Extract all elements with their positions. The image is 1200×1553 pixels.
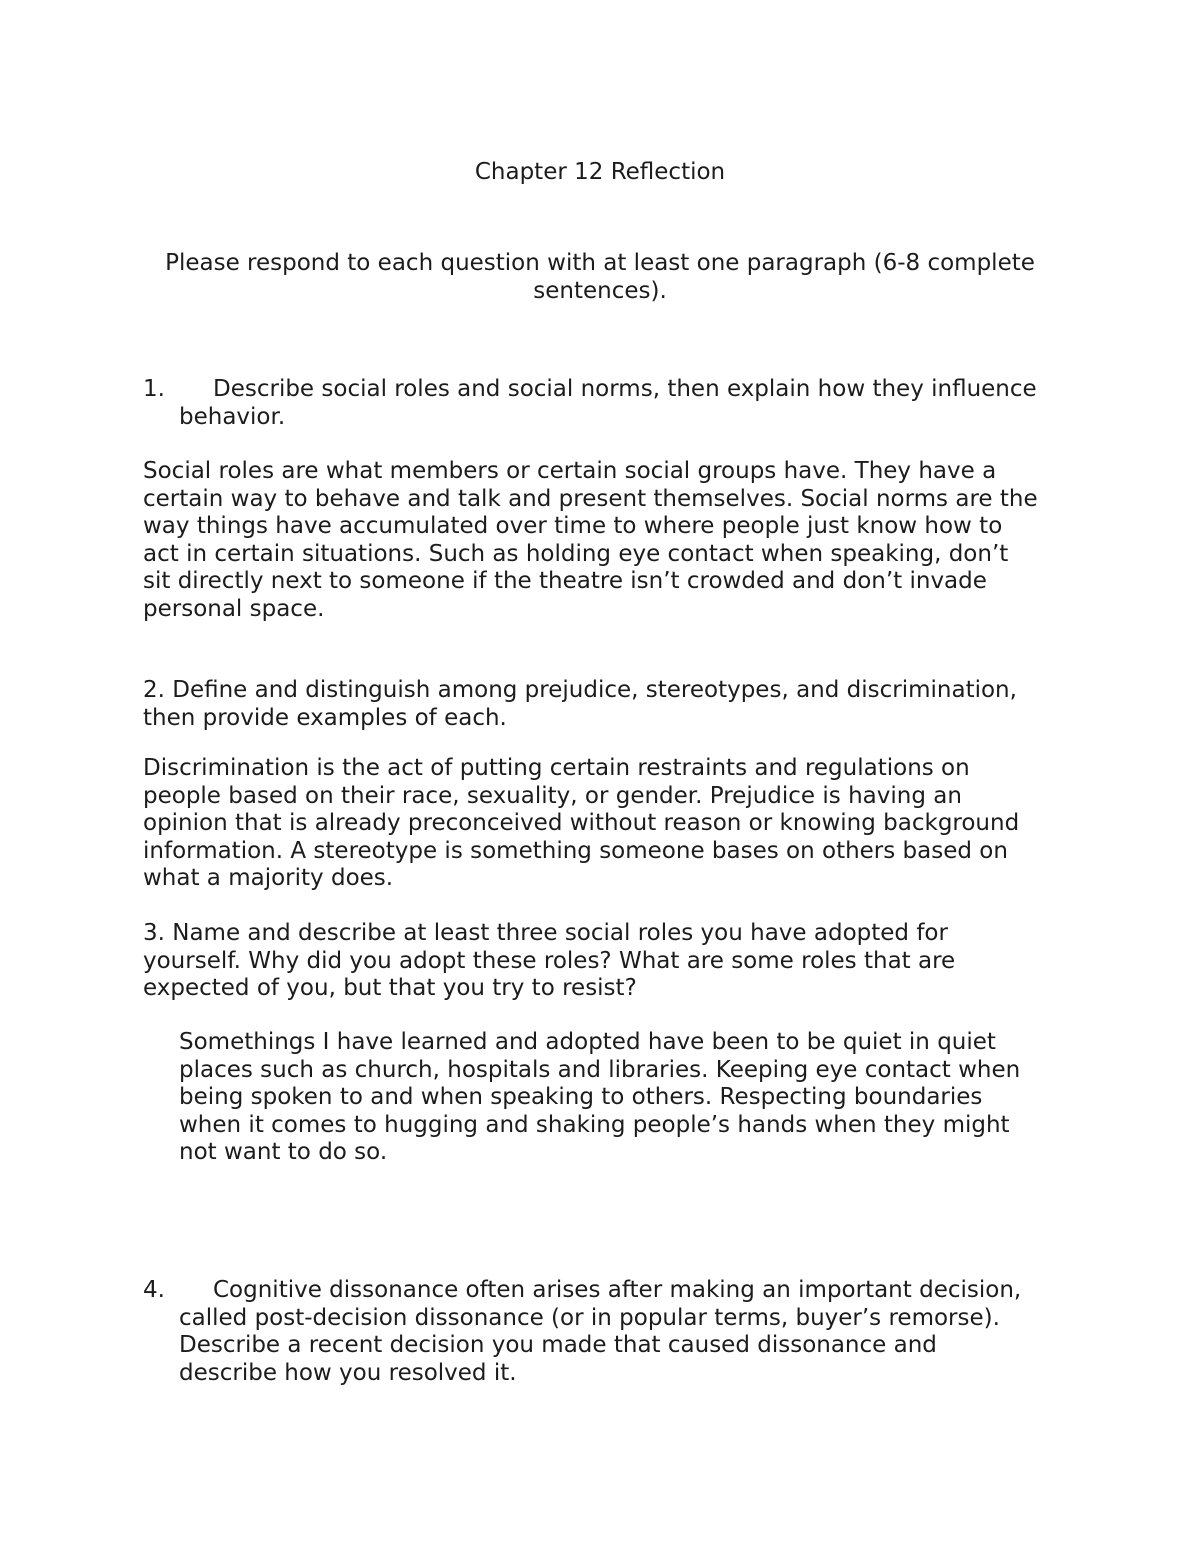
answer-line: sit directly next to someone if the theatre isn’t crowded and don’t invade bbox=[143, 568, 987, 594]
question-line bbox=[143, 1277, 1021, 1305]
question-1 bbox=[143, 376, 1037, 431]
question-line: expected of you, but that you try to resist? bbox=[143, 975, 637, 1001]
answer-line: way things have accumulated over time to where people just know how to bbox=[143, 513, 1003, 539]
answer-line: information. A stereotype is something someone bases on others based on bbox=[143, 837, 1008, 864]
answer-line: Social roles are what members or certain social groups have. They have a bbox=[143, 458, 997, 484]
question-2 bbox=[143, 677, 1017, 732]
document-title: Chapter 12 Reflection bbox=[474, 159, 726, 185]
question-line: then provide examples of each. bbox=[143, 704, 507, 731]
question-line: Describe a recent decision you made that caused dissonance and bbox=[179, 1332, 937, 1358]
answer-line: when it comes to hugging and shaking people’s hands when they might bbox=[179, 1111, 1010, 1138]
question-text: Describe social roles and social norms, then explain how they influence bbox=[213, 376, 1037, 402]
question-3 bbox=[143, 920, 955, 1003]
question-line: behavior. bbox=[179, 403, 286, 430]
instructions-line: sentences). bbox=[533, 278, 667, 304]
question-line: 2. Define and distinguish among prejudice, stereotypes, and discrimination, bbox=[143, 677, 1017, 703]
answer-1 bbox=[143, 458, 1038, 623]
question-line: 3. Name and describe at least three social roles you have adopted for bbox=[143, 920, 948, 946]
question-number: 1. bbox=[143, 376, 165, 402]
question-line: called post-decision dissonance (or in popular terms, buyer’s remorse). bbox=[179, 1304, 1000, 1331]
answer-line: places such as church, hospitals and libraries. Keeping eye contact when bbox=[179, 1056, 1021, 1083]
question-4 bbox=[143, 1277, 1021, 1387]
answer-2 bbox=[143, 755, 1019, 893]
question-text: Cognitive dissonance often arises after making an important decision, bbox=[213, 1277, 1022, 1303]
question-number: 4. bbox=[143, 1277, 165, 1303]
instructions-line: Please respond to each question with at least one paragraph (6-8 complete bbox=[165, 250, 1035, 276]
answer-line: people based on their race, sexuality, or gender. Prejudice is having an bbox=[143, 782, 962, 809]
answer-line: what a majority does. bbox=[143, 865, 394, 891]
answer-3 bbox=[179, 1029, 1020, 1167]
question-line: yourself. Why did you adopt these roles? What are some roles that are bbox=[143, 947, 956, 974]
answer-line: Somethings I have learned and adopted have been to be quiet in quiet bbox=[179, 1029, 996, 1055]
answer-line: not want to do so. bbox=[179, 1139, 388, 1165]
answer-line: Discrimination is the act of putting certain restraints and regulations on bbox=[143, 755, 970, 781]
answer-line: certain way to behave and talk and present themselves. Social norms are the bbox=[143, 485, 1038, 512]
question-line: describe how you resolved it. bbox=[179, 1359, 517, 1386]
question-line bbox=[143, 376, 1037, 404]
instructions bbox=[140, 249, 1060, 305]
answer-line: personal space. bbox=[143, 595, 325, 622]
answer-line: act in certain situations. Such as holding eye contact when speaking, don’t bbox=[143, 540, 1009, 567]
answer-line: being spoken to and when speaking to others. Respecting boundaries bbox=[179, 1084, 983, 1110]
answer-line: opinion that is already preconceived without reason or knowing background bbox=[143, 810, 1020, 836]
